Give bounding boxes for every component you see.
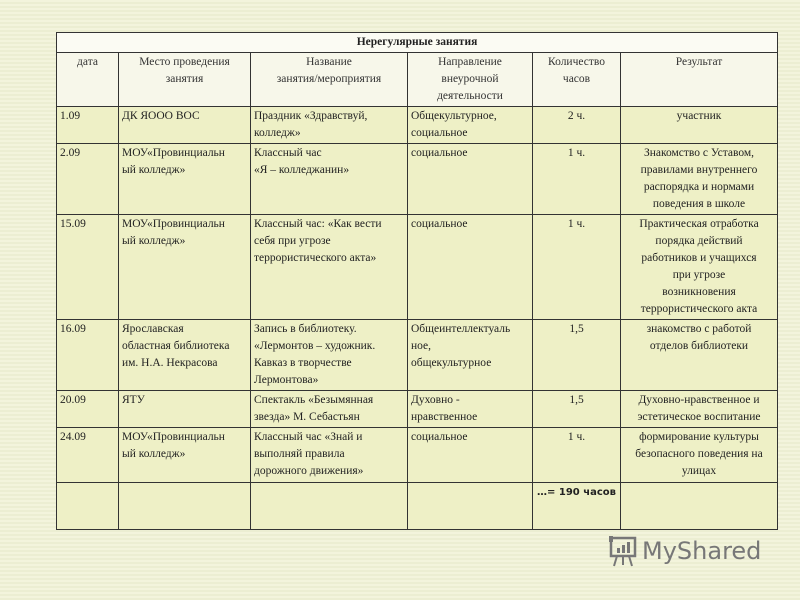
cell-date: 24.09 — [57, 428, 119, 483]
cell-name: Классный час: «Как вести себя при угрозе террористического акта» — [251, 215, 408, 320]
cell-place: ЯТУ — [119, 391, 251, 428]
cell-name: Классный час «Знай и выполняй правила дорожного движения» — [251, 428, 408, 483]
cell-name: Праздник «Здравствуй, колледж» — [251, 107, 408, 144]
presentation-board-icon — [608, 535, 638, 567]
cell-direction: социальное — [408, 215, 533, 320]
table-row — [57, 320, 778, 391]
cell-date: 2.09 — [57, 144, 119, 215]
cell-hours: 1,5 — [533, 320, 621, 391]
cell-result: знакомство с работой отделов библиотеки — [621, 320, 778, 391]
table-row — [57, 428, 778, 483]
table-row — [57, 144, 778, 215]
cell-place: ДК ЯООО ВОС — [119, 107, 251, 144]
table-row — [57, 215, 778, 320]
cell-result: Духовно-нравственное и эстетическое воспитание — [621, 391, 778, 428]
header-place: Место проведения занятия — [119, 53, 251, 107]
total-hours: …= 190 часов — [533, 483, 621, 530]
cell-direction: социальное — [408, 144, 533, 215]
myshared-logo — [608, 535, 761, 567]
cell-place: Ярославская областная библиотека им. Н.А. Некрасова — [119, 320, 251, 391]
watermark-text: MyShared — [642, 537, 762, 565]
header-hours: Количество часов — [533, 53, 621, 107]
header-name: Название занятия/мероприятия — [251, 53, 408, 107]
cell-direction: Общеинтеллектуаль ное, общекультурное — [408, 320, 533, 391]
cell-hours: 1,5 — [533, 391, 621, 428]
cell-place: МОУ«Провинциальн ый колледж» — [119, 144, 251, 215]
cell-result: формирование культуры безопасного поведения на улицах — [621, 428, 778, 483]
cell-name: Запись в библиотеку. «Лермонтов – художник. Кавказ в творчестве Лермонтова» — [251, 320, 408, 391]
cell-date: 20.09 — [57, 391, 119, 428]
cell-hours: 1 ч. — [533, 428, 621, 483]
cell-name: Спектакль «Безымянная звезда» М. Себастьян — [251, 391, 408, 428]
cell-name: Классный час «Я – колледжанин» — [251, 144, 408, 215]
cell-date: 16.09 — [57, 320, 119, 391]
table-row — [57, 107, 778, 144]
cell-direction: Духовно - нравственное — [408, 391, 533, 428]
cell-hours: 1 ч. — [533, 215, 621, 320]
cell-direction: социальное — [408, 428, 533, 483]
cell-place: МОУ«Провинциальн ый колледж» — [119, 428, 251, 483]
header-direction: Направление внеурочной деятельности — [408, 53, 533, 107]
header-result: Результат — [621, 53, 778, 107]
cell-result: Знакомство с Уставом, правилами внутреннего распорядка и нормами поведения в школе — [621, 144, 778, 215]
cell-result: участник — [621, 107, 778, 144]
table-row — [57, 391, 778, 428]
irregular-classes-table — [56, 32, 778, 530]
cell-hours: 1 ч. — [533, 144, 621, 215]
table-title: Нерегулярные занятия — [57, 33, 778, 53]
header-date: дата — [57, 53, 119, 107]
header-row — [57, 53, 778, 107]
cell-place: МОУ«Провинциальн ый колледж» — [119, 215, 251, 320]
cell-date: 15.09 — [57, 215, 119, 320]
cell-hours: 2 ч. — [533, 107, 621, 144]
cell-date: 1.09 — [57, 107, 119, 144]
cell-result: Практическая отработка порядка действий работников и учащихся при угрозе возникновения террористического акта — [621, 215, 778, 320]
total-row — [57, 483, 778, 530]
cell-direction: Общекультурное, социальное — [408, 107, 533, 144]
